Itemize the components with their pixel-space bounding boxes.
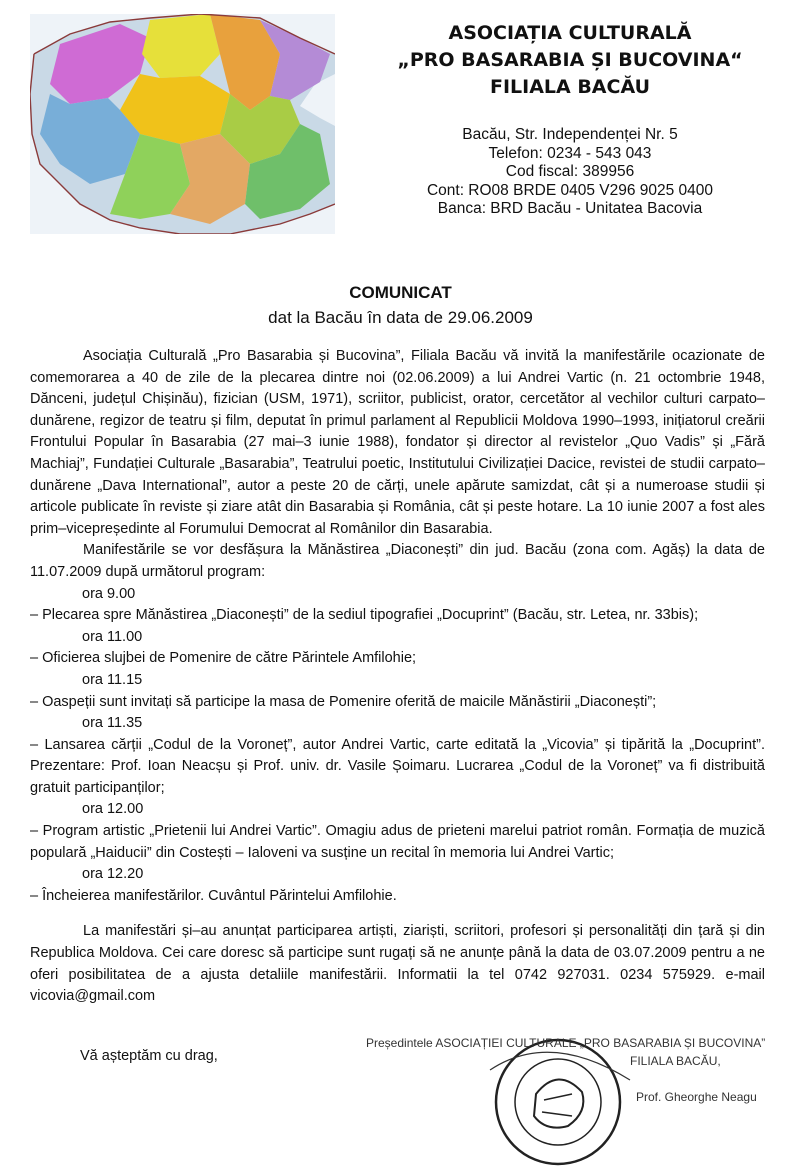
bank-account: Cont: RO08 BRDE 0405 V296 9025 0400 [426, 181, 714, 199]
closing-paragraph: La manifestări și–au anunțat participarea artiști, ziariști, scriitori, profesori și personalități din țară și din Republica Moldova. Cei care doresc să participe sunt rugați să ne anunțe până la data de 03.07.2009 pentru a ne oferi posibilitatea de a ajusta detaliile manifestării. Informatii la tel 0742 927031. 0234 575929. e-mail vicovia@gmail.com [30, 923, 765, 1005]
closing-greeting: Vă așteptăm cu drag, [80, 1048, 218, 1064]
signature-line3: Prof. Gheorghe Neagu [636, 1090, 757, 1104]
program-item: – Program artistic „Prietenii lui Andrei Vartic”. Omagiu adus de prieteni marelui patriot român. Formația de muzică populară „Haiducii” din Costești – Ialoveni va susține un recital în memoria lui Andrei Vartic; [30, 823, 765, 861]
official-stamp [478, 1030, 638, 1171]
org-name-line3: FILIALA BACĂU [489, 76, 651, 98]
signature-line2: FILIALA BACĂU, [630, 1054, 721, 1068]
org-name-line1: ASOCIAȚIA CULTURALĂ [448, 22, 692, 44]
program-item: – Plecarea spre Mănăstirea „Diaconești” de la sediul tipografiei „Docuprint” (Bacău, str. Letea, nr. 33bis); [30, 607, 699, 624]
document-title: COMUNICAT [349, 283, 452, 302]
map-of-romania [30, 14, 335, 234]
program-time: ora 11.35 [82, 715, 143, 732]
program-item: – Încheierea manifestărilor. Cuvântul Părintelui Amfilohie. [30, 887, 397, 904]
program-item: – Oaspeții sunt invitați să participe la masa de Pomenire oferită de maicile Mănăstirii „Diaconești”; [30, 693, 657, 710]
program-item: – Oficierea slujbei de Pomenire de către Părintele Amfilohie; [30, 650, 417, 667]
document-subtitle: dat la Bacău în data de 29.06.2009 [268, 308, 533, 327]
program-time: ora 9.00 [82, 585, 136, 602]
document-body [30, 346, 765, 1008]
program-intro: Manifestările se vor desfășura la Mănăstirea „Diaconești” din jud. Bacău (zona com. Agăș) la data de 11.07.2009 după următorul program: [30, 542, 765, 580]
org-name-line2: „PRO BASARABIA ȘI BUCOVINA“ [397, 49, 743, 71]
program-time: ora 12.20 [82, 866, 144, 883]
program-time: ora 11.00 [82, 628, 143, 645]
organization-header [350, 20, 790, 101]
address: Bacău, Str. Independenței Nr. 5 [462, 126, 678, 143]
fiscal-code: Cod fiscal: 389956 [505, 163, 635, 181]
program-time: ora 11.15 [82, 671, 143, 688]
intro-paragraph: Asociația Culturală „Pro Basarabia și Bucovina”, Filiala Bacău vă invită la manifestările ocazionate de comemorarea a 40 de zile de la plecarea dintre noi (02.06.2009) a lui Andrei Vartic (n. 21 octombrie 1948, Dănceni, județul Chișinău), fizician (USM, 1971), scriitor, publicist, orator, cercetător al vechilor culturi carpato–dunărene, regizor de teatru și film, deputat în primul parlament al Republicii Moldova 1990–1993, inițiatorul creării Frontului Popular în Basarabia (27 mai–3 iunie 1988), fondator și director al revistelor „Quo Vadis” și „Fără Machiaj”, Fundației Culturale „Basarabia”, Teatrului poetic, Institutului Civilizației Dacice, revistei de studii carpato–dunărene „Dava International”, autor a peste 20 de cărți, unele apărute samizdat, cât și a numeroase studii și articole publicate în reviste și ziare atât din Basarabia și România, cât și peste hotare. La 10 iunie 2007 a fost ales prim–vicepreședinte al Forumului Democrat al Românilor din Basarabia. [30, 348, 765, 537]
bank-name: Banca: BRD Bacău - Unitatea Bacovia [437, 200, 703, 218]
program-item: – Lansarea cărții „Codul de la Voroneț”, autor Andrei Vartic, carte editată la „Vicovia” și tipărită la „Docuprint”. Prezentare: Prof. Ioan Neacșu și Prof. univ. dr. Vasile Șoimaru. Lucrarea „Codul de la Voroneț” va fi distribuită gratuit participanților; [30, 736, 765, 796]
program-time: ora 12.00 [82, 801, 144, 818]
contact-block [350, 126, 790, 219]
phone: Telefon: 0234 - 543 043 [488, 144, 652, 162]
signature-line1: Președintele ASOCIAȚIEI CULTURALE „PRO BASARABIA ȘI BUCOVINA” [366, 1036, 766, 1050]
signature-block [360, 1030, 800, 1171]
